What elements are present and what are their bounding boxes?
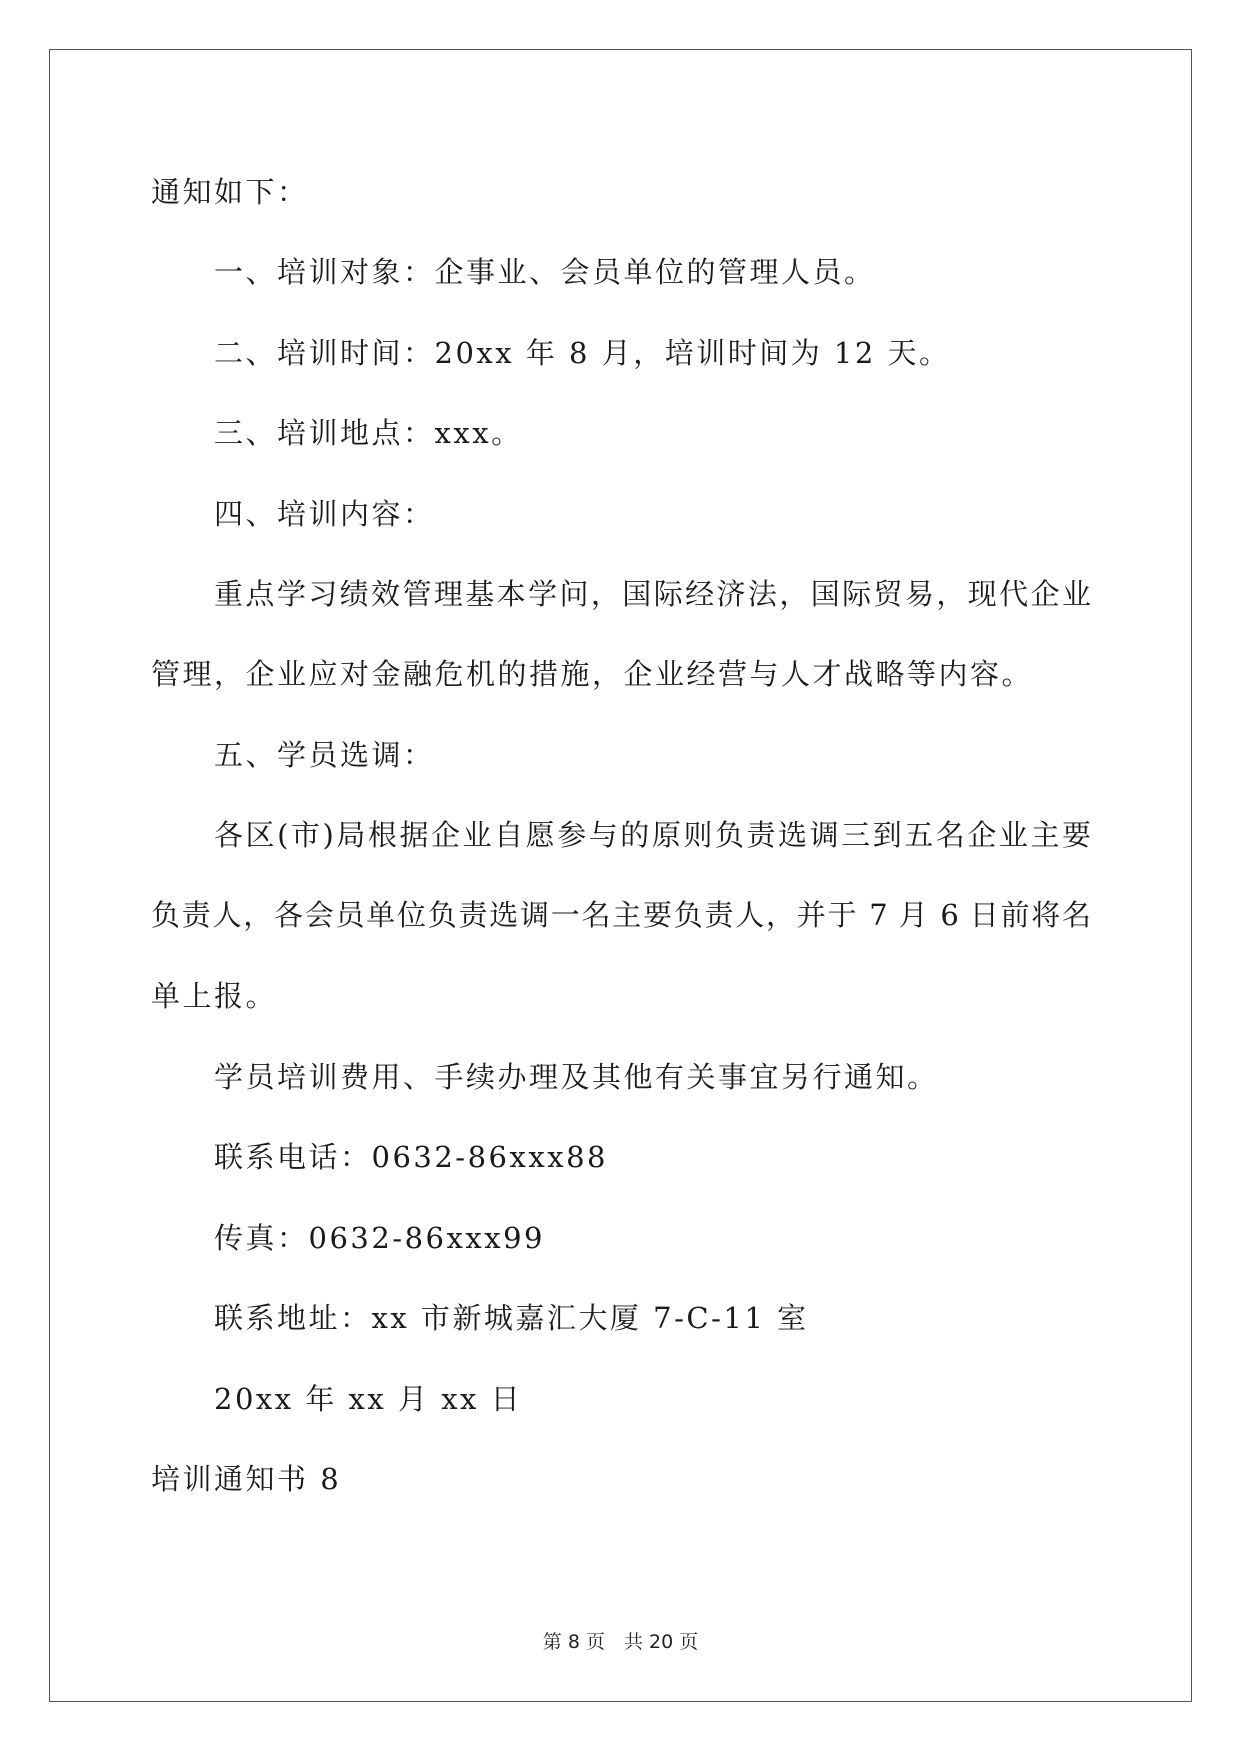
content-paragraph-line-2: 管理，企业应对金融危机的措施，企业经营与人才战略等内容。 xyxy=(151,657,1034,691)
content-paragraph-line-1: 重点学习绩效管理基本学问，国际经济法，国际贸易，现代企业 xyxy=(214,577,1091,611)
page-number-footer: 第 8 页 共 20 页 xyxy=(542,1631,699,1653)
intro-line: 通知如下： xyxy=(151,175,309,209)
selection-paragraph-line-2: 负责人，各会员单位负责选调一名主要负责人，并于 7 月 6 日前将名 xyxy=(151,898,1091,932)
contact-address: 联系地址：xx 市新城嘉汇大厦 7-C-11 室 xyxy=(214,1301,809,1335)
section-3-location: 三、培训地点：xxx。 xyxy=(214,416,523,450)
next-section-title: 培训通知书 8 xyxy=(151,1462,342,1496)
section-5-heading: 五、学员选调： xyxy=(214,738,435,772)
section-2-time: 二、培训时间：20xx 年 8 月，培训时间为 12 天。 xyxy=(214,336,951,370)
contact-fax: 传真：0632-86xxx99 xyxy=(214,1221,545,1255)
selection-paragraph-line-3: 单上报。 xyxy=(151,979,278,1013)
document-date: 20xx 年 xx 月 xx 日 xyxy=(214,1382,523,1416)
page-border xyxy=(49,49,1192,1702)
contact-phone: 联系电话：0632-86xxx88 xyxy=(214,1140,608,1174)
selection-paragraph-line-1: 各区(市)局根据企业自愿参与的原则负责选调三到五名企业主要 xyxy=(214,818,1091,852)
fees-notice: 学员培训费用、手续办理及其他有关事宜另行通知。 xyxy=(214,1060,939,1094)
section-4-heading: 四、培训内容： xyxy=(214,497,435,531)
section-1-target: 一、培训对象：企事业、会员单位的管理人员。 xyxy=(214,255,876,289)
